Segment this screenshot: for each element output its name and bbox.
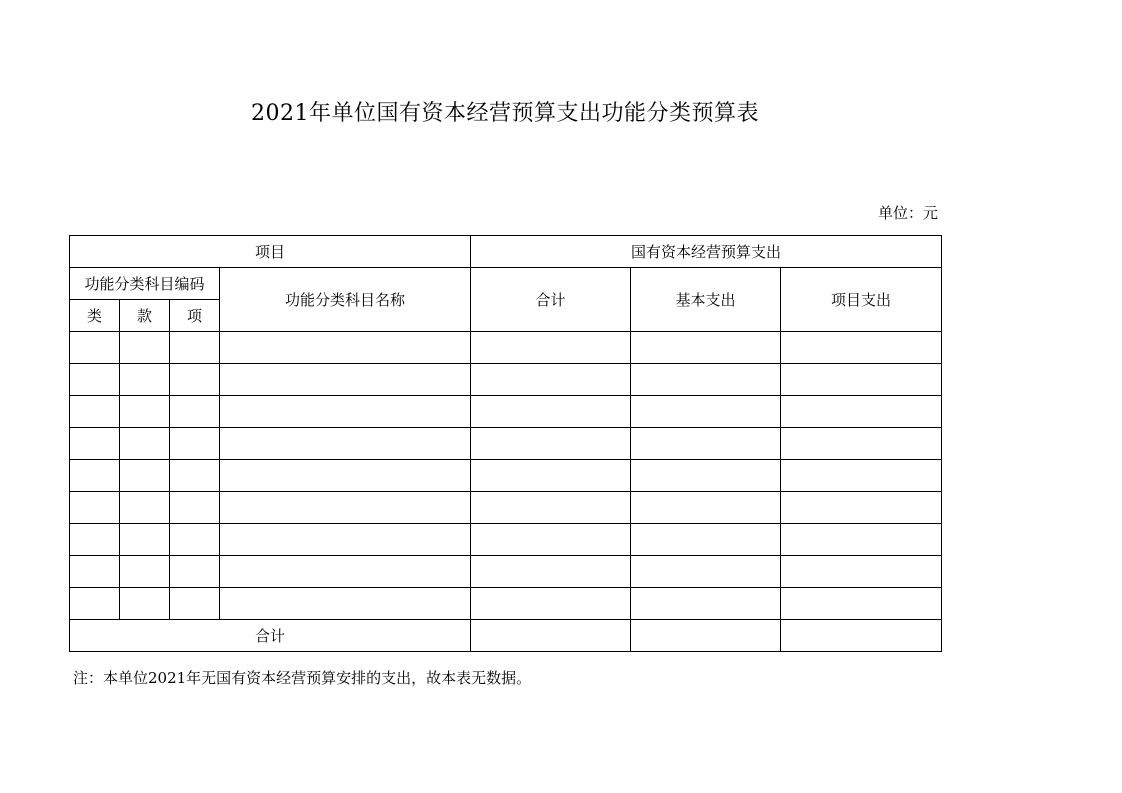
table-cell xyxy=(70,396,120,428)
code-group-cell: 功能分类科目编码 xyxy=(70,268,220,300)
table-row xyxy=(70,524,942,556)
total-row xyxy=(70,620,942,652)
table-cell xyxy=(220,556,471,588)
table-row xyxy=(70,492,942,524)
table-cell xyxy=(631,492,781,524)
table-cell xyxy=(781,588,942,620)
table-cell xyxy=(631,556,781,588)
table-row xyxy=(70,556,942,588)
table-cell xyxy=(471,492,631,524)
table-cell xyxy=(70,332,120,364)
table-cell xyxy=(220,332,471,364)
budget-table xyxy=(69,235,942,652)
table-cell xyxy=(631,460,781,492)
table-cell xyxy=(170,364,220,396)
table-cell xyxy=(220,460,471,492)
table-cell xyxy=(170,524,220,556)
table-cell xyxy=(120,364,170,396)
project-col-cell: 项目支出 xyxy=(781,268,942,332)
table-cell xyxy=(781,492,942,524)
table-cell xyxy=(631,332,781,364)
footnote: 注：本单位2021年无国有资本经营预算安排的支出，故本表无数据。 xyxy=(73,669,532,687)
table-cell xyxy=(120,492,170,524)
table-cell xyxy=(120,556,170,588)
table-cell xyxy=(170,428,220,460)
table-cell xyxy=(471,460,631,492)
table-cell xyxy=(170,556,220,588)
table-cell xyxy=(631,524,781,556)
table-cell xyxy=(471,396,631,428)
table-cell xyxy=(170,588,220,620)
code-section-cell: 款 xyxy=(120,300,170,332)
table-cell xyxy=(70,364,120,396)
table-cell xyxy=(120,460,170,492)
subheader-row xyxy=(70,268,942,300)
code-class-cell: 类 xyxy=(70,300,120,332)
table-cell xyxy=(781,556,942,588)
table-cell xyxy=(220,396,471,428)
table-cell xyxy=(170,460,220,492)
header-item-cell: 项目 xyxy=(70,236,471,268)
table-cell xyxy=(70,428,120,460)
table-cell xyxy=(170,396,220,428)
table-cell xyxy=(220,364,471,396)
table-cell xyxy=(70,524,120,556)
table-cell xyxy=(120,588,170,620)
total-row-value-total xyxy=(471,620,631,652)
table-cell xyxy=(471,588,631,620)
table-cell xyxy=(220,492,471,524)
table-row xyxy=(70,396,942,428)
basic-col-cell: 基本支出 xyxy=(631,268,781,332)
table-cell xyxy=(70,460,120,492)
table-cell xyxy=(120,428,170,460)
total-row-value-basic xyxy=(631,620,781,652)
subject-name-cell: 功能分类科目名称 xyxy=(220,268,471,332)
header-row xyxy=(70,236,942,268)
table-cell xyxy=(781,396,942,428)
table-cell xyxy=(471,524,631,556)
table-cell xyxy=(781,524,942,556)
table-cell xyxy=(631,428,781,460)
total-row-label: 合计 xyxy=(70,620,471,652)
header-expense-cell: 国有资本经营预算支出 xyxy=(471,236,942,268)
table-cell xyxy=(471,428,631,460)
page-title: 2021年单位国有资本经营预算支出功能分类预算表 xyxy=(251,101,759,126)
table-cell xyxy=(70,556,120,588)
table-cell xyxy=(471,332,631,364)
table-cell xyxy=(170,492,220,524)
table-cell xyxy=(220,428,471,460)
table-cell xyxy=(631,396,781,428)
table-row xyxy=(70,364,942,396)
total-row-value-project xyxy=(781,620,942,652)
table-cell xyxy=(631,364,781,396)
table-row xyxy=(70,428,942,460)
table-cell xyxy=(120,396,170,428)
table-cell xyxy=(120,332,170,364)
code-item-cell: 项 xyxy=(170,300,220,332)
table-cell xyxy=(220,524,471,556)
total-col-cell: 合计 xyxy=(471,268,631,332)
table-cell xyxy=(781,332,942,364)
table-cell xyxy=(170,332,220,364)
table-cell xyxy=(220,588,471,620)
table-cell xyxy=(781,460,942,492)
unit-label: 单位：元 xyxy=(877,204,938,222)
table-cell xyxy=(120,524,170,556)
table-cell xyxy=(70,492,120,524)
table-row xyxy=(70,332,942,364)
table-row xyxy=(70,588,942,620)
table-cell xyxy=(471,556,631,588)
table-row xyxy=(70,460,942,492)
table-cell xyxy=(781,428,942,460)
table-cell xyxy=(471,364,631,396)
table-cell xyxy=(631,588,781,620)
table-cell xyxy=(70,588,120,620)
table-cell xyxy=(781,364,942,396)
